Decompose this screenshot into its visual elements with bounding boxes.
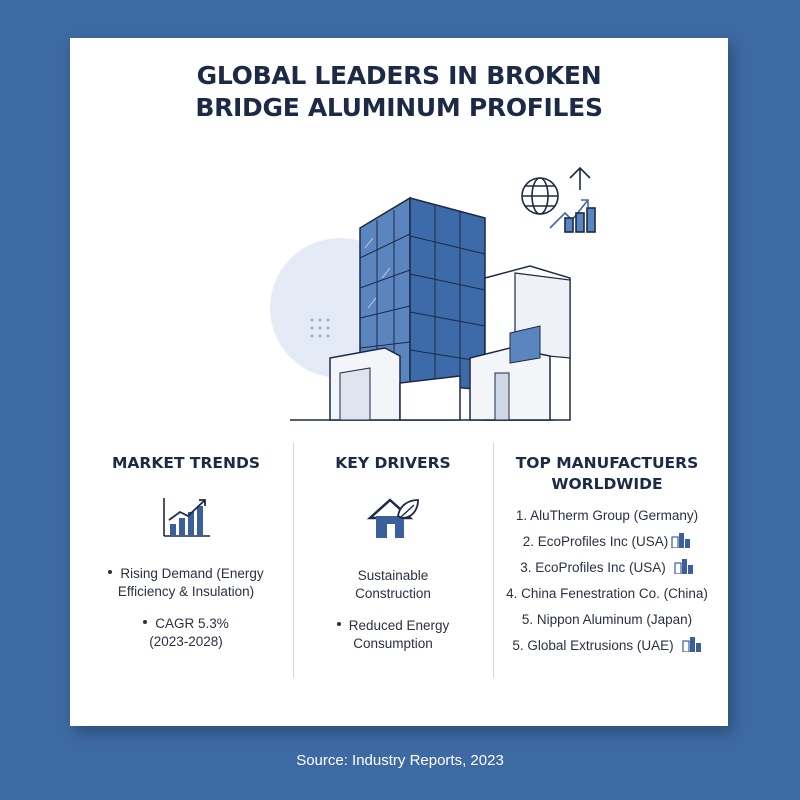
list-item: [498, 633, 716, 659]
source-caption: Source: Industry Reports, 2023: [296, 752, 504, 769]
heading-line: WORLDWIDE: [551, 475, 663, 493]
top-manufacturers-column: [498, 453, 716, 659]
eco-house-icon: [366, 496, 420, 540]
building-icon: [671, 532, 691, 548]
market-trends-heading: MARKET TRENDS: [111, 454, 261, 472]
item-text: Consumption: [353, 636, 433, 651]
infographic-card: [70, 38, 728, 726]
list-item: [86, 615, 286, 651]
building-icon: [674, 558, 694, 574]
side-blocks: [470, 266, 570, 420]
list-item: [498, 503, 716, 529]
item-text: 1. AluTherm Group (Germany): [515, 508, 699, 523]
item-text: 3. EcoProfiles Inc (USA): [520, 560, 666, 575]
bullet-dot: [337, 622, 341, 626]
list-item: [498, 555, 716, 581]
key-drivers-column: [298, 453, 488, 653]
building-illustration: [210, 158, 610, 428]
top-manufacturers-heading: [498, 453, 716, 495]
growth-chart-icon: [160, 494, 212, 540]
item-text: 5. Nippon Aluminum (Japan): [521, 612, 693, 627]
item-text: CAGR 5.3%: [155, 616, 229, 631]
globe-growth-icon: [522, 168, 595, 232]
title-line-1: GLOBAL LEADERS IN BROKEN: [196, 61, 602, 90]
item-text: Efficiency & Insulation): [117, 584, 255, 599]
key-drivers-heading: KEY DRIVERS: [335, 454, 451, 472]
heading-line: TOP MANUFACTUERS: [515, 454, 699, 472]
title-line-2: BRIDGE ALUMINUM PROFILES: [195, 93, 603, 122]
bullet-dot: [143, 620, 147, 624]
list-item: [498, 607, 716, 633]
market-trends-list: [86, 565, 286, 651]
bullet-dot: [108, 570, 112, 574]
column-divider: [493, 443, 494, 678]
building-icon: [682, 636, 702, 652]
list-item: [498, 581, 716, 607]
column-divider: [293, 443, 294, 678]
item-text: 4. China Fenestration Co. (China): [506, 586, 708, 601]
item-text: 5. Global Extrusions (UAE): [512, 638, 674, 653]
item-text: Construction: [355, 586, 431, 601]
item-text: Sustainable: [357, 568, 429, 583]
page-title: [70, 60, 728, 124]
list-item: [298, 617, 488, 653]
list-item: [86, 565, 286, 601]
list-item: [298, 567, 488, 603]
manufacturers-list: [498, 503, 716, 659]
list-item: [498, 529, 716, 555]
item-text: Rising Demand (Energy: [120, 566, 264, 581]
item-text: (2023-2028): [149, 634, 223, 649]
key-drivers-list: [298, 567, 488, 653]
market-trends-column: [86, 453, 286, 651]
item-text: Reduced Energy: [348, 618, 450, 633]
item-text: 2. EcoProfiles Inc (USA): [522, 534, 669, 549]
